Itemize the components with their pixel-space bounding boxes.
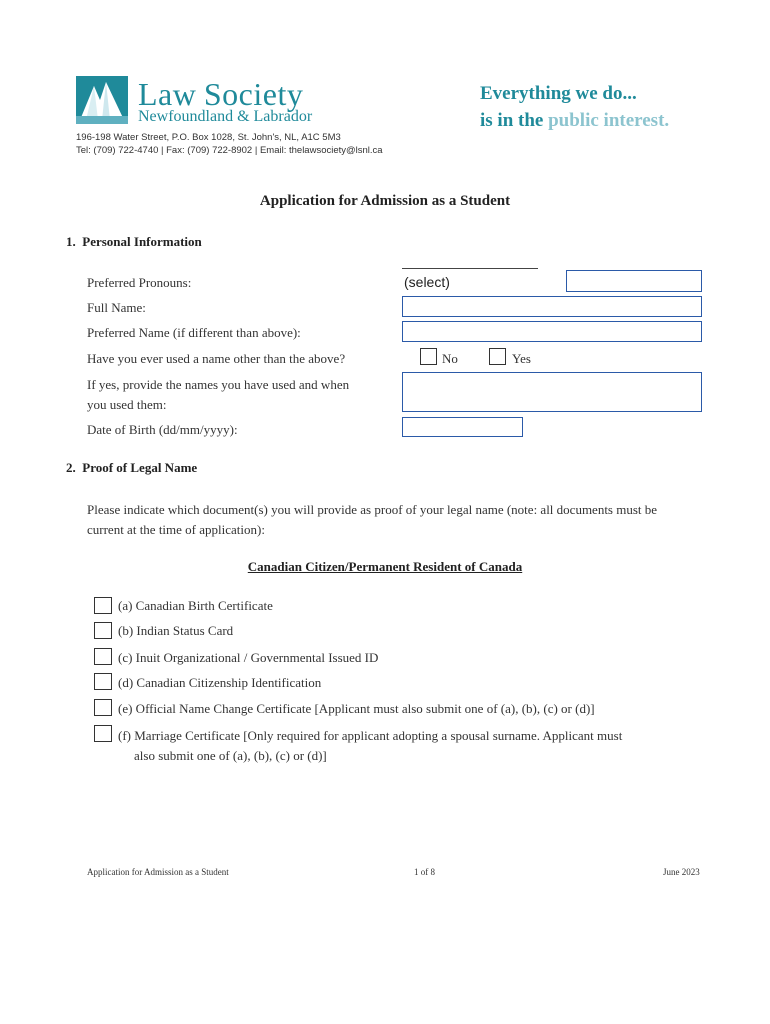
pronouns-other-field[interactable] bbox=[566, 270, 702, 292]
full-name-field[interactable] bbox=[402, 296, 702, 317]
dob-label: Date of Birth (dd/mm/yyyy): bbox=[87, 422, 238, 437]
option-f-label: (f) Marriage Certificate [Only required for applicant adopting a spousal surname. Applicant must also submit one of (a), (b), (c) or (d)] bbox=[118, 728, 623, 763]
option-a-label: (a) Canadian Birth Certificate bbox=[118, 598, 273, 613]
dob-field[interactable] bbox=[402, 417, 523, 437]
no-label: No bbox=[442, 351, 458, 366]
org-address bbox=[76, 131, 383, 157]
tagline-line1: Everything we do... bbox=[480, 83, 637, 104]
option-f-checkbox[interactable] bbox=[94, 725, 112, 742]
yes-label: Yes bbox=[512, 351, 531, 366]
other-name-no-checkbox[interactable] bbox=[420, 348, 437, 365]
tagline-line2: is in the public interest. bbox=[480, 110, 670, 131]
document-title: Application for Admission as a Student bbox=[259, 193, 511, 209]
pronouns-label: Preferred Pronouns: bbox=[87, 275, 192, 290]
pronouns-select[interactable]: (select) bbox=[402, 268, 538, 294]
other-name-label: Have you ever used a name other than the above? bbox=[87, 351, 346, 366]
contact-line: Tel: (709) 722-4740 | Fax: (709) 722-8902 | Email: thelawsociety@lsnl.ca bbox=[76, 145, 383, 156]
tagline-highlight: public interest. bbox=[548, 110, 670, 131]
option-c-checkbox[interactable] bbox=[94, 648, 112, 665]
address-line: 196-198 Water Street, P.O. Box 1028, St. John's, NL, A1C 5M3 bbox=[76, 132, 341, 143]
footer-date: June 2023 bbox=[663, 867, 700, 877]
tagline bbox=[480, 80, 669, 134]
option-a-checkbox[interactable] bbox=[94, 597, 112, 614]
footer-page-number: 1 of 8 bbox=[414, 867, 435, 877]
option-e-label: (e) Official Name Change Certificate [Applicant must also submit one of (a), (b), (c) or (d)] bbox=[118, 701, 595, 716]
section2-heading: 2. Proof of Legal Name bbox=[66, 460, 198, 475]
full-name-label: Full Name: bbox=[87, 300, 146, 315]
footer-doc-title: Application for Admission as a Student bbox=[87, 867, 229, 877]
section2-intro: Please indicate which document(s) you will provide as proof of your legal name (note: all documents must be current at the time of application): bbox=[87, 502, 658, 537]
org-subtitle: Newfoundland & Labrador bbox=[138, 108, 313, 125]
option-b-label: (b) Indian Status Card bbox=[118, 623, 234, 638]
option-b-checkbox[interactable] bbox=[94, 622, 112, 639]
org-name: Law Society bbox=[138, 76, 304, 112]
names-used-field[interactable] bbox=[402, 372, 702, 412]
citizen-subheading: Canadian Citizen/Permanent Resident of Canada bbox=[247, 559, 523, 574]
option-d-label: (d) Canadian Citizenship Identification bbox=[118, 675, 322, 690]
section1-heading: 1. Personal Information bbox=[66, 234, 202, 249]
preferred-name-label: Preferred Name (if different than above): bbox=[87, 325, 301, 340]
other-name-yes-checkbox[interactable] bbox=[489, 348, 506, 365]
option-d-checkbox[interactable] bbox=[94, 673, 112, 690]
names-used-label: If yes, provide the names you have used and when you used them: bbox=[87, 377, 350, 412]
law-society-logo-icon bbox=[76, 76, 128, 124]
preferred-name-field[interactable] bbox=[402, 321, 702, 342]
option-e-checkbox[interactable] bbox=[94, 699, 112, 716]
option-c-label: (c) Inuit Organizational / Governmental Issued ID bbox=[118, 650, 379, 665]
